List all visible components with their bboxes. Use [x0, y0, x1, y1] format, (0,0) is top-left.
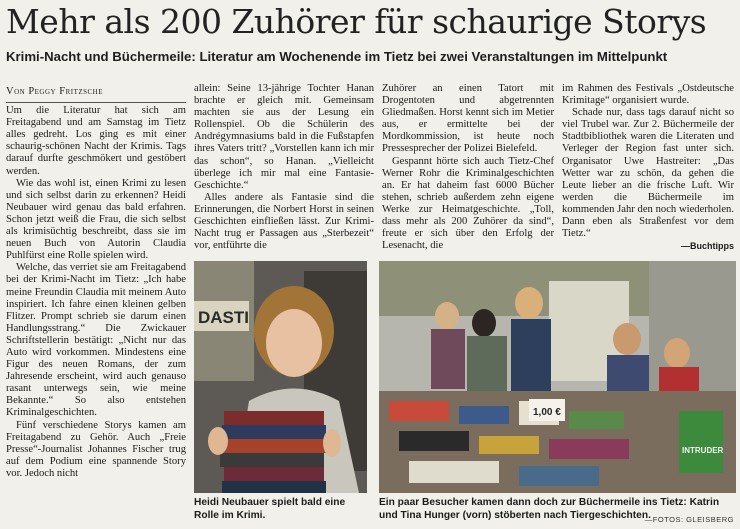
- paragraph: Fünf verschiedene Storys kamen am Freitagabend zu Gehör. Auch „Freie Presse“-Journalist Johannes Fischer trug auf dem Podium eine spannende Story vor. Jedoch nicht: [6, 419, 186, 479]
- photo-illustration: [194, 261, 367, 493]
- paragraph: Alles andere als Fantasie sind die Erinnerungen, die Norbert Horst in seinen Geschichten einfließen lässt. Zur Krimi-Nacht trug er Passagen aus „Sterbezeit“ vor, entführte die: [194, 191, 374, 252]
- paragraph: Schade nur, dass tags darauf nicht so viel Trubel war. Zur 2. Büchermeile der Stadtbibliothek waren die Literaten und Verleger der Region fast unter sich. Organisator Uwe Hastreiter: „Das Wetter war zu schön, da gehen die Leute lieber an die frische Luft. Wir werden die Büchermeile im kommenden Jahr den noch wiederholen. Dann eben als Straßenfest vor dem Tietz.“: [562, 107, 734, 240]
- article-column-3: [382, 83, 554, 252]
- section-credit: —Buchtipps: [681, 241, 734, 252]
- store-sign-text: DASTI: [198, 308, 249, 327]
- byline-rule: [6, 102, 186, 103]
- photo-buechermeile: [379, 261, 736, 493]
- paragraph: im Rahmen des Festivals „Ostdeutsche Krimitage“ organisiert wurde.: [562, 83, 734, 107]
- byline: Von Peggy Fritzsche: [6, 86, 104, 97]
- price-sign-text: 1,00 €: [533, 407, 561, 418]
- article-column-2: [194, 83, 374, 252]
- photo-heidi-neubauer: [194, 261, 367, 493]
- paragraph: Zuhörer an einen Tatort mit Drogentoten und abgetrennten Gliedmaßen. Horst kennt sich im Metier aus, er ermittelte bei der Mordkommission, ist heute noch Pressesprecher der Polizei Bielefeld.: [382, 83, 554, 155]
- article-headline: Mehr als 200 Zuhörer für schaurige Storys: [6, 2, 707, 41]
- paragraph: Welche, das verriet sie am Freitagabend bei der Krimi-Nacht im Tietz: „Ich habe meine Freundin Claudia mit meinem Auto inspiriert. Ich fahre einen kleinen gelben Flitzer. Prompt schrieb sie darum einen Handlungsstrang.“ Die Zwickauer Schriftstellerin bestätigt: „Nicht nur das Auto wird vorkommen. Mindestens eine Figur des neuen Romans, der zum Jahresende erscheint, wird auch genauso rasant unterwegs sein, wie meine Bekannte.“ So also entstehen Kriminalgeschichten.: [6, 262, 186, 419]
- photo-credit: —FOTOS: GLEISBERG: [644, 515, 734, 524]
- paragraph: allein: Seine 13-jährige Tochter Hanan brachte er gleich mit. Gemeinsam machten sie aus der Lesung ein Rollenspiel. Ob die Schülerin des Andrégymnasiums bald in die Fußstapfen ihres Vaters tritt? „Vorstellen kann ich mir das schon“, so Hanan. „Vielleicht überlege ich mir mal eine Fantasie-Geschichte.“: [194, 83, 374, 191]
- paragraph: Wie das wohl ist, einen Krimi zu lesen und sich selbst darin zu erkennen? Heidi Neubauer wird genau das bald erfahren. Schon jetzt weiß die Frau, die sich selbst als krimisüchtig beschreibt, dass sie im neuen Buch von Autorin Claudia Puhlfürst eine Rolle spielen wird.: [6, 177, 186, 262]
- article-subhead: Krimi-Nacht und Büchermeile: Literatur am Wochenende im Tietz bei zwei Veranstaltungen im Mittelpunkt: [6, 49, 668, 64]
- book-title-text: INTRUDER: [682, 446, 724, 455]
- photo-caption-1: Heidi Neubauer spielt bald eine Rolle im Krimi.: [194, 497, 346, 521]
- photo-illustration: [379, 261, 736, 493]
- article-column-4: [562, 83, 734, 252]
- article-column-1: [6, 86, 186, 480]
- photo-caption-2: Ein paar Besucher kamen dann doch zur Büchermeile ins Tietz: Katrin und Tina Hunger (vorn) stöberten nach Tiergeschichten.: [379, 497, 720, 521]
- paragraph: Um die Literatur hat sich am Freitagabend und am Samstag im Tietz alles gedreht. Los ging es mit einer schaurig-schönen Nacht der Krimis. Tags darauf durfte geschmökert und gestöbert werden.: [6, 105, 186, 177]
- paragraph: Gespannt hörte sich auch Tietz-Chef Werner Rohr die Kriminalgeschichten an. Er hat daheim fast 6000 Bücher stehen, schrieb außerdem zehn eigene Werke zur Heimatgeschichte. „Toll, dass mehr als 200 Zuhörer da sind“, freute er sich über den Erfolg der Lesenacht, die: [382, 155, 554, 252]
